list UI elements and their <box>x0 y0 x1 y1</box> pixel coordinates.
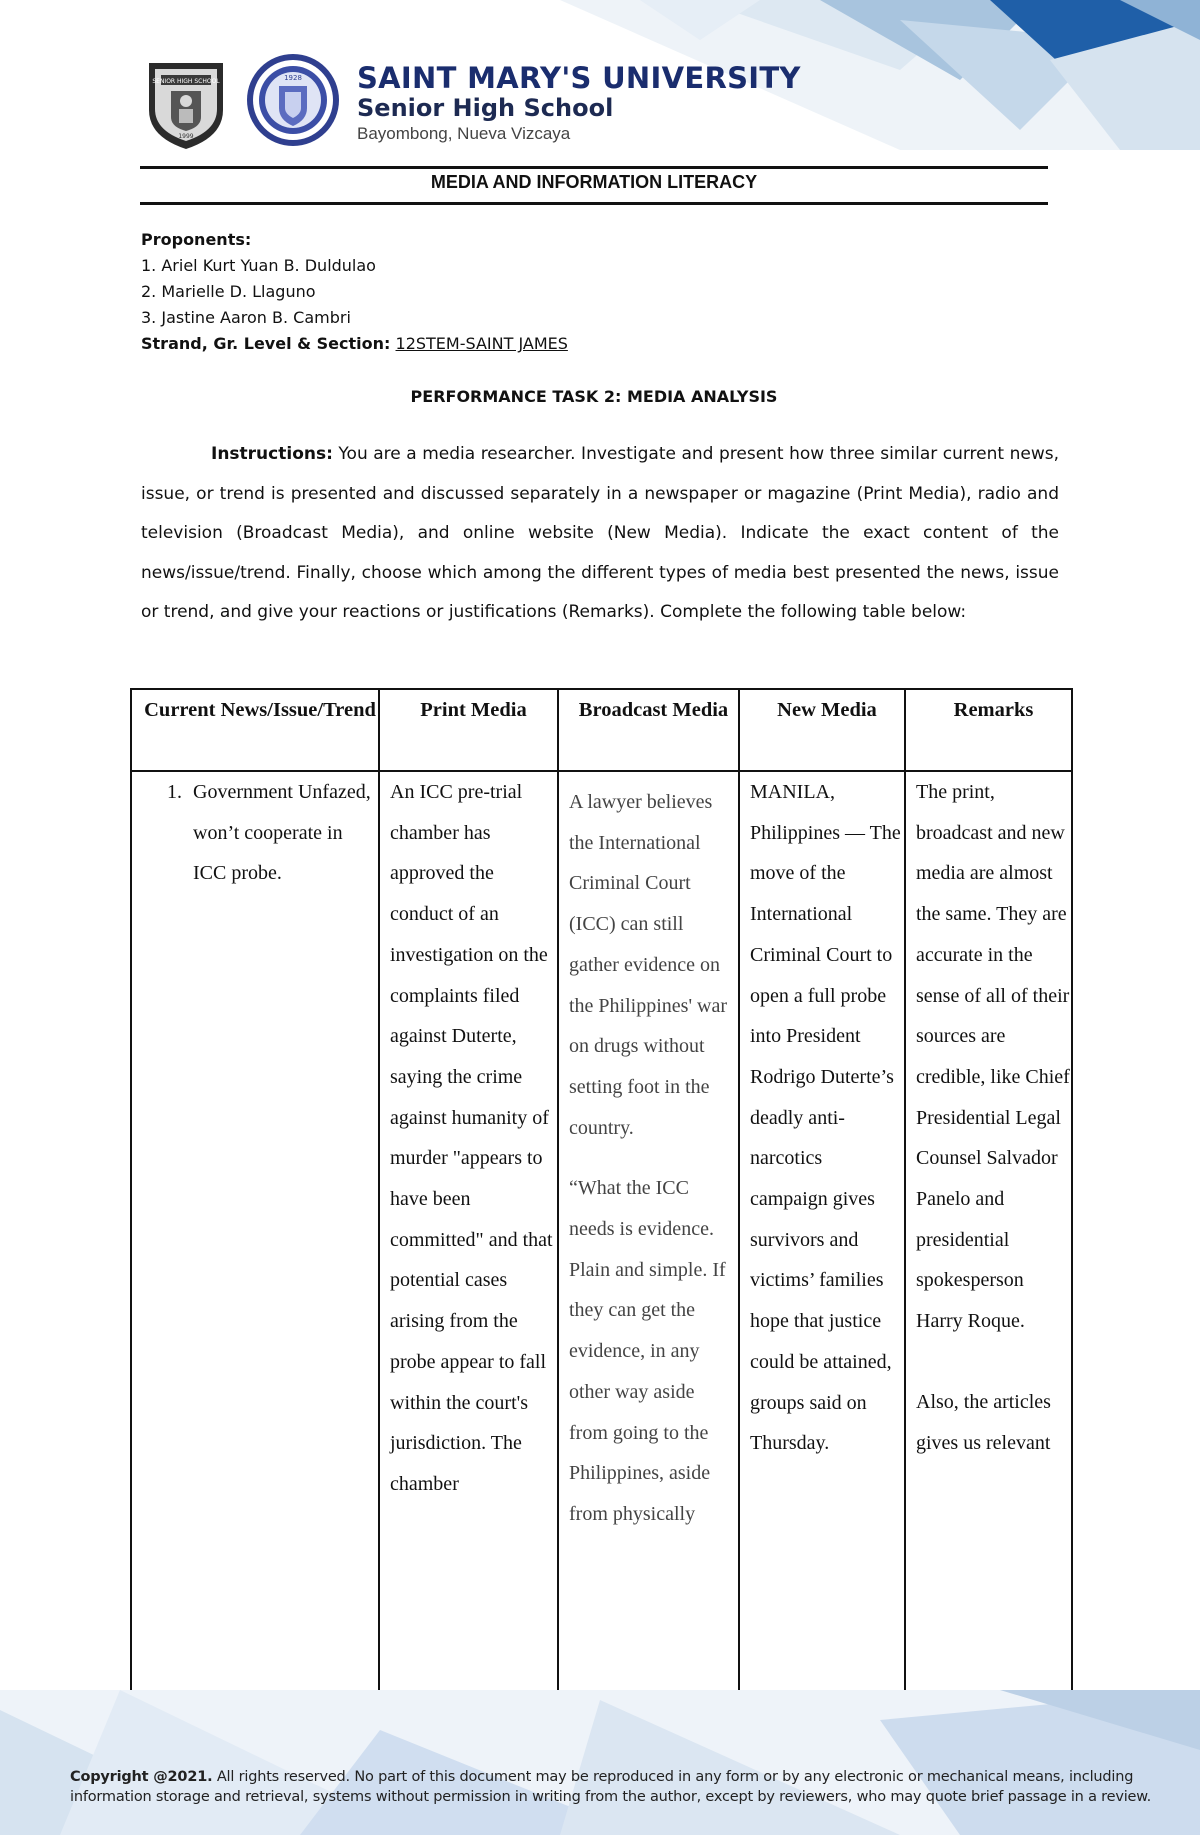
broadcast-paragraph-1: A lawyer believes the International Criminal Court (ICC) can still gather evidence on the Philippines' war on drugs without setting foot in the country. <box>569 791 728 1139</box>
section-value: 12STEM-SAINT JAMES <box>395 334 568 353</box>
proponent-1: 1. Ariel Kurt Yuan B. Duldulao <box>141 256 376 275</box>
subject-title: MEDIA AND INFORMATION LITERACY <box>430 172 758 192</box>
header-current-news: Current News/Issue/Trend <box>131 689 379 771</box>
svg-text:1999: 1999 <box>178 133 194 140</box>
footer-decoration <box>0 1690 1200 1835</box>
header-broadcast-media: Broadcast Media <box>558 689 739 771</box>
top-rule <box>140 166 1048 169</box>
bottom-rule <box>140 202 1048 205</box>
cell-broadcast-media <box>558 771 739 1701</box>
svg-text:SENIOR HIGH SCHOOL: SENIOR HIGH SCHOOL <box>152 78 220 85</box>
university-name: SAINT MARY'S UNIVERSITY <box>357 61 801 95</box>
remarks-paragraph-2: Also, the articles gives us relevant <box>916 1390 1051 1454</box>
header-remarks: Remarks <box>905 689 1072 771</box>
media-analysis-table <box>130 688 1073 1702</box>
broadcast-paragraph-2: “What the ICC needs is evidence. Plain and simple. If they can get the evidence, in any other way aside from going to the Philippines, aside from physically <box>569 1177 726 1525</box>
copyright-label: Copyright @2021. <box>70 1769 213 1785</box>
section-line <box>141 331 568 357</box>
university-heading <box>357 62 801 146</box>
copyright-notice <box>70 1767 1160 1807</box>
proponents-label: Proponents: <box>141 230 252 249</box>
proponent-2: 2. Marielle D. Llaguno <box>141 282 316 301</box>
instructions-text: You are a media researcher. Investigate and present how three similar current news, issue, or trend is presented and discussed separately in a newspaper or magazine (Print Media), radio and television (Broadcast Media), and online website (New Media). Indicate the exact content of the news/issue/trend. Finally, choose which among the different types of media best presented the news, issue or trend, and give your reactions or justifications (Remarks). Complete the following table below: <box>141 444 1059 622</box>
header-new-media: New Media <box>739 689 905 771</box>
table-header-row <box>131 689 1072 771</box>
cell-new-media: MANILA, Philippines — The move of the International Criminal Court to open a full probe into President Rodrigo Duterte’s deadly anti-narcotics campaign gives survivors and victims’ families hope that justice could be attained, groups said on Thursday. <box>739 771 905 1701</box>
cell-topic <box>131 771 379 1701</box>
cell-print-media: An ICC pre-trial chamber has approved the conduct of an investigation on the complaints filed against Duterte, saying the crime against humanity of murder "appears to have been committed" and that potential cases arising from the probe appear to fall within the court's jurisdiction. The chamber <box>379 771 558 1701</box>
copyright-text: All rights reserved. No part of this document may be reproduced in any form or by any electronic or mechanical means, including information storage and retrieval, systems without permission in writing from the author, except by reviewers, who may quote brief passage in a review. <box>70 1769 1151 1805</box>
school-location: Bayombong, Nueva Vizcaya <box>357 124 571 143</box>
senior-high-school-seal <box>143 55 229 151</box>
table-row <box>131 771 1072 1701</box>
proponents-block <box>141 227 568 357</box>
remarks-paragraph-1: The print, broadcast and new media are almost the same. They are accurate in the sense of all of their sources are credible, like Chief Presidential Legal Counsel Salvador Panelo and presidential spokesperson Harry Roque. <box>916 781 1070 1333</box>
saint-marys-university-seal <box>245 50 341 150</box>
school-name: Senior High School <box>357 94 614 122</box>
instructions-label: Instructions: <box>211 444 333 464</box>
task-title: PERFORMANCE TASK 2: MEDIA ANALYSIS <box>410 387 778 406</box>
svg-text:1928: 1928 <box>284 74 302 82</box>
topic-item: 1. Government Unfazed, won’t cooperate in ICC probe. <box>187 772 378 894</box>
section-label: Strand, Gr. Level & Section: <box>141 334 391 353</box>
header-print-media: Print Media <box>379 689 558 771</box>
instructions <box>141 435 1059 633</box>
cell-remarks <box>905 771 1072 1701</box>
proponent-3: 3. Jastine Aaron B. Cambri <box>141 308 351 327</box>
